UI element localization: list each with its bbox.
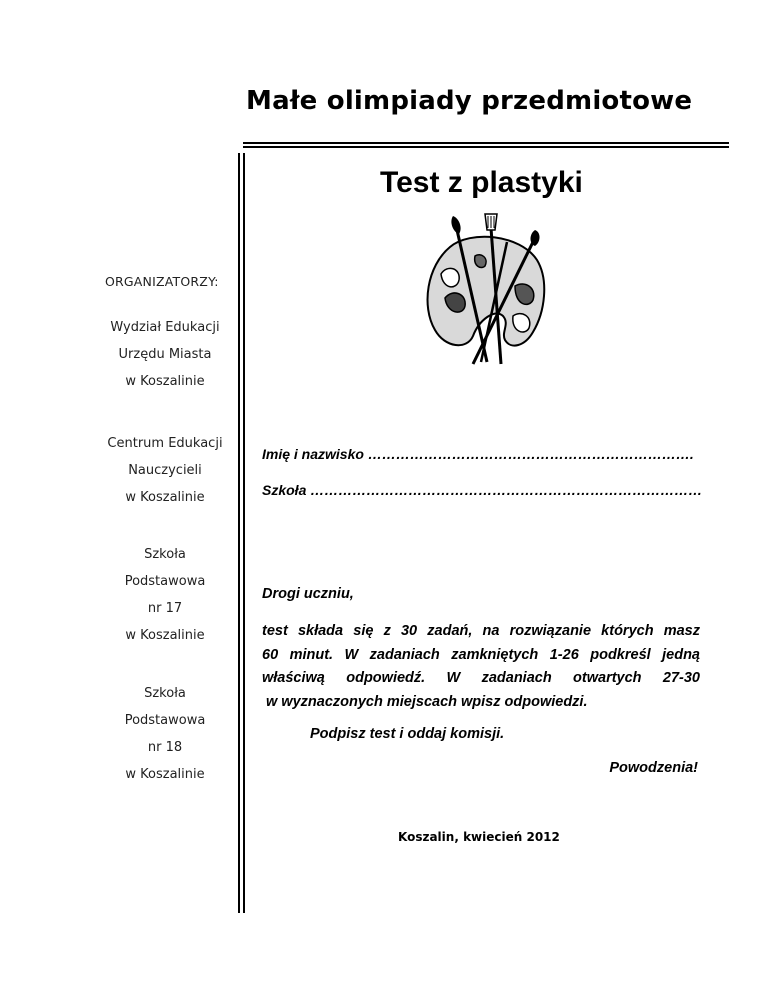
instruction-line: test składa się z 30 zadań, na rozwiązanie których masz bbox=[262, 623, 700, 639]
place-date: Koszalin, kwiecień 2012 bbox=[398, 830, 560, 844]
organizer-group bbox=[90, 680, 240, 788]
organizers-label: ORGANIZATORZY: bbox=[105, 274, 219, 289]
organizer-line: nr 17 bbox=[147, 601, 183, 616]
instruction-line: 60 minut. W zadaniach zamkniętych 1-26 podkreśl jedną bbox=[262, 646, 700, 663]
organizer-line: Centrum Edukacji bbox=[107, 436, 223, 451]
test-title: Test z plastyki bbox=[380, 166, 583, 199]
organizer-line: Nauczycieli bbox=[128, 463, 202, 478]
organizer-line: Podstawowa bbox=[124, 713, 206, 728]
vertical-double-rule bbox=[238, 153, 246, 913]
horizontal-double-rule bbox=[243, 142, 729, 149]
organizer-line: w Koszalinie bbox=[125, 628, 205, 643]
good-luck: Powodzenia! bbox=[609, 760, 698, 776]
name-field[interactable]: Imię i nazwisko ……………………………………………………………. bbox=[262, 446, 694, 462]
organizer-line: Urzędu Miasta bbox=[118, 347, 212, 362]
organizer-line: Podstawowa bbox=[124, 574, 206, 589]
organizer-line: nr 18 bbox=[147, 740, 183, 755]
instructions-text bbox=[262, 620, 700, 714]
instruction-line: w wyznaczonych miejscach wpisz odpowiedzi. bbox=[266, 693, 588, 710]
organizer-line: Wydział Edukacji bbox=[110, 320, 220, 335]
document-title: Małe olimpiady przedmiotowe bbox=[246, 86, 693, 116]
organizer-line: w Koszalinie bbox=[125, 767, 205, 782]
palette-brushes-icon bbox=[415, 212, 550, 372]
organizer-line: w Koszalinie bbox=[125, 374, 205, 389]
organizer-group bbox=[90, 314, 240, 395]
school-field[interactable]: Szkoła ………………………………………………………………………… bbox=[262, 482, 703, 498]
organizer-line: w Koszalinie bbox=[125, 490, 205, 505]
sign-note: Podpisz test i oddaj komisji. bbox=[310, 726, 505, 742]
organizer-group bbox=[90, 430, 240, 511]
organizer-group bbox=[90, 541, 240, 649]
organizer-line: Szkoła bbox=[144, 547, 186, 562]
greeting: Drogi uczniu, bbox=[262, 586, 354, 602]
instruction-line: właściwą odpowiedź. W zadaniach otwartych 27-30 bbox=[262, 670, 700, 686]
organizer-line: Szkoła bbox=[144, 686, 186, 701]
